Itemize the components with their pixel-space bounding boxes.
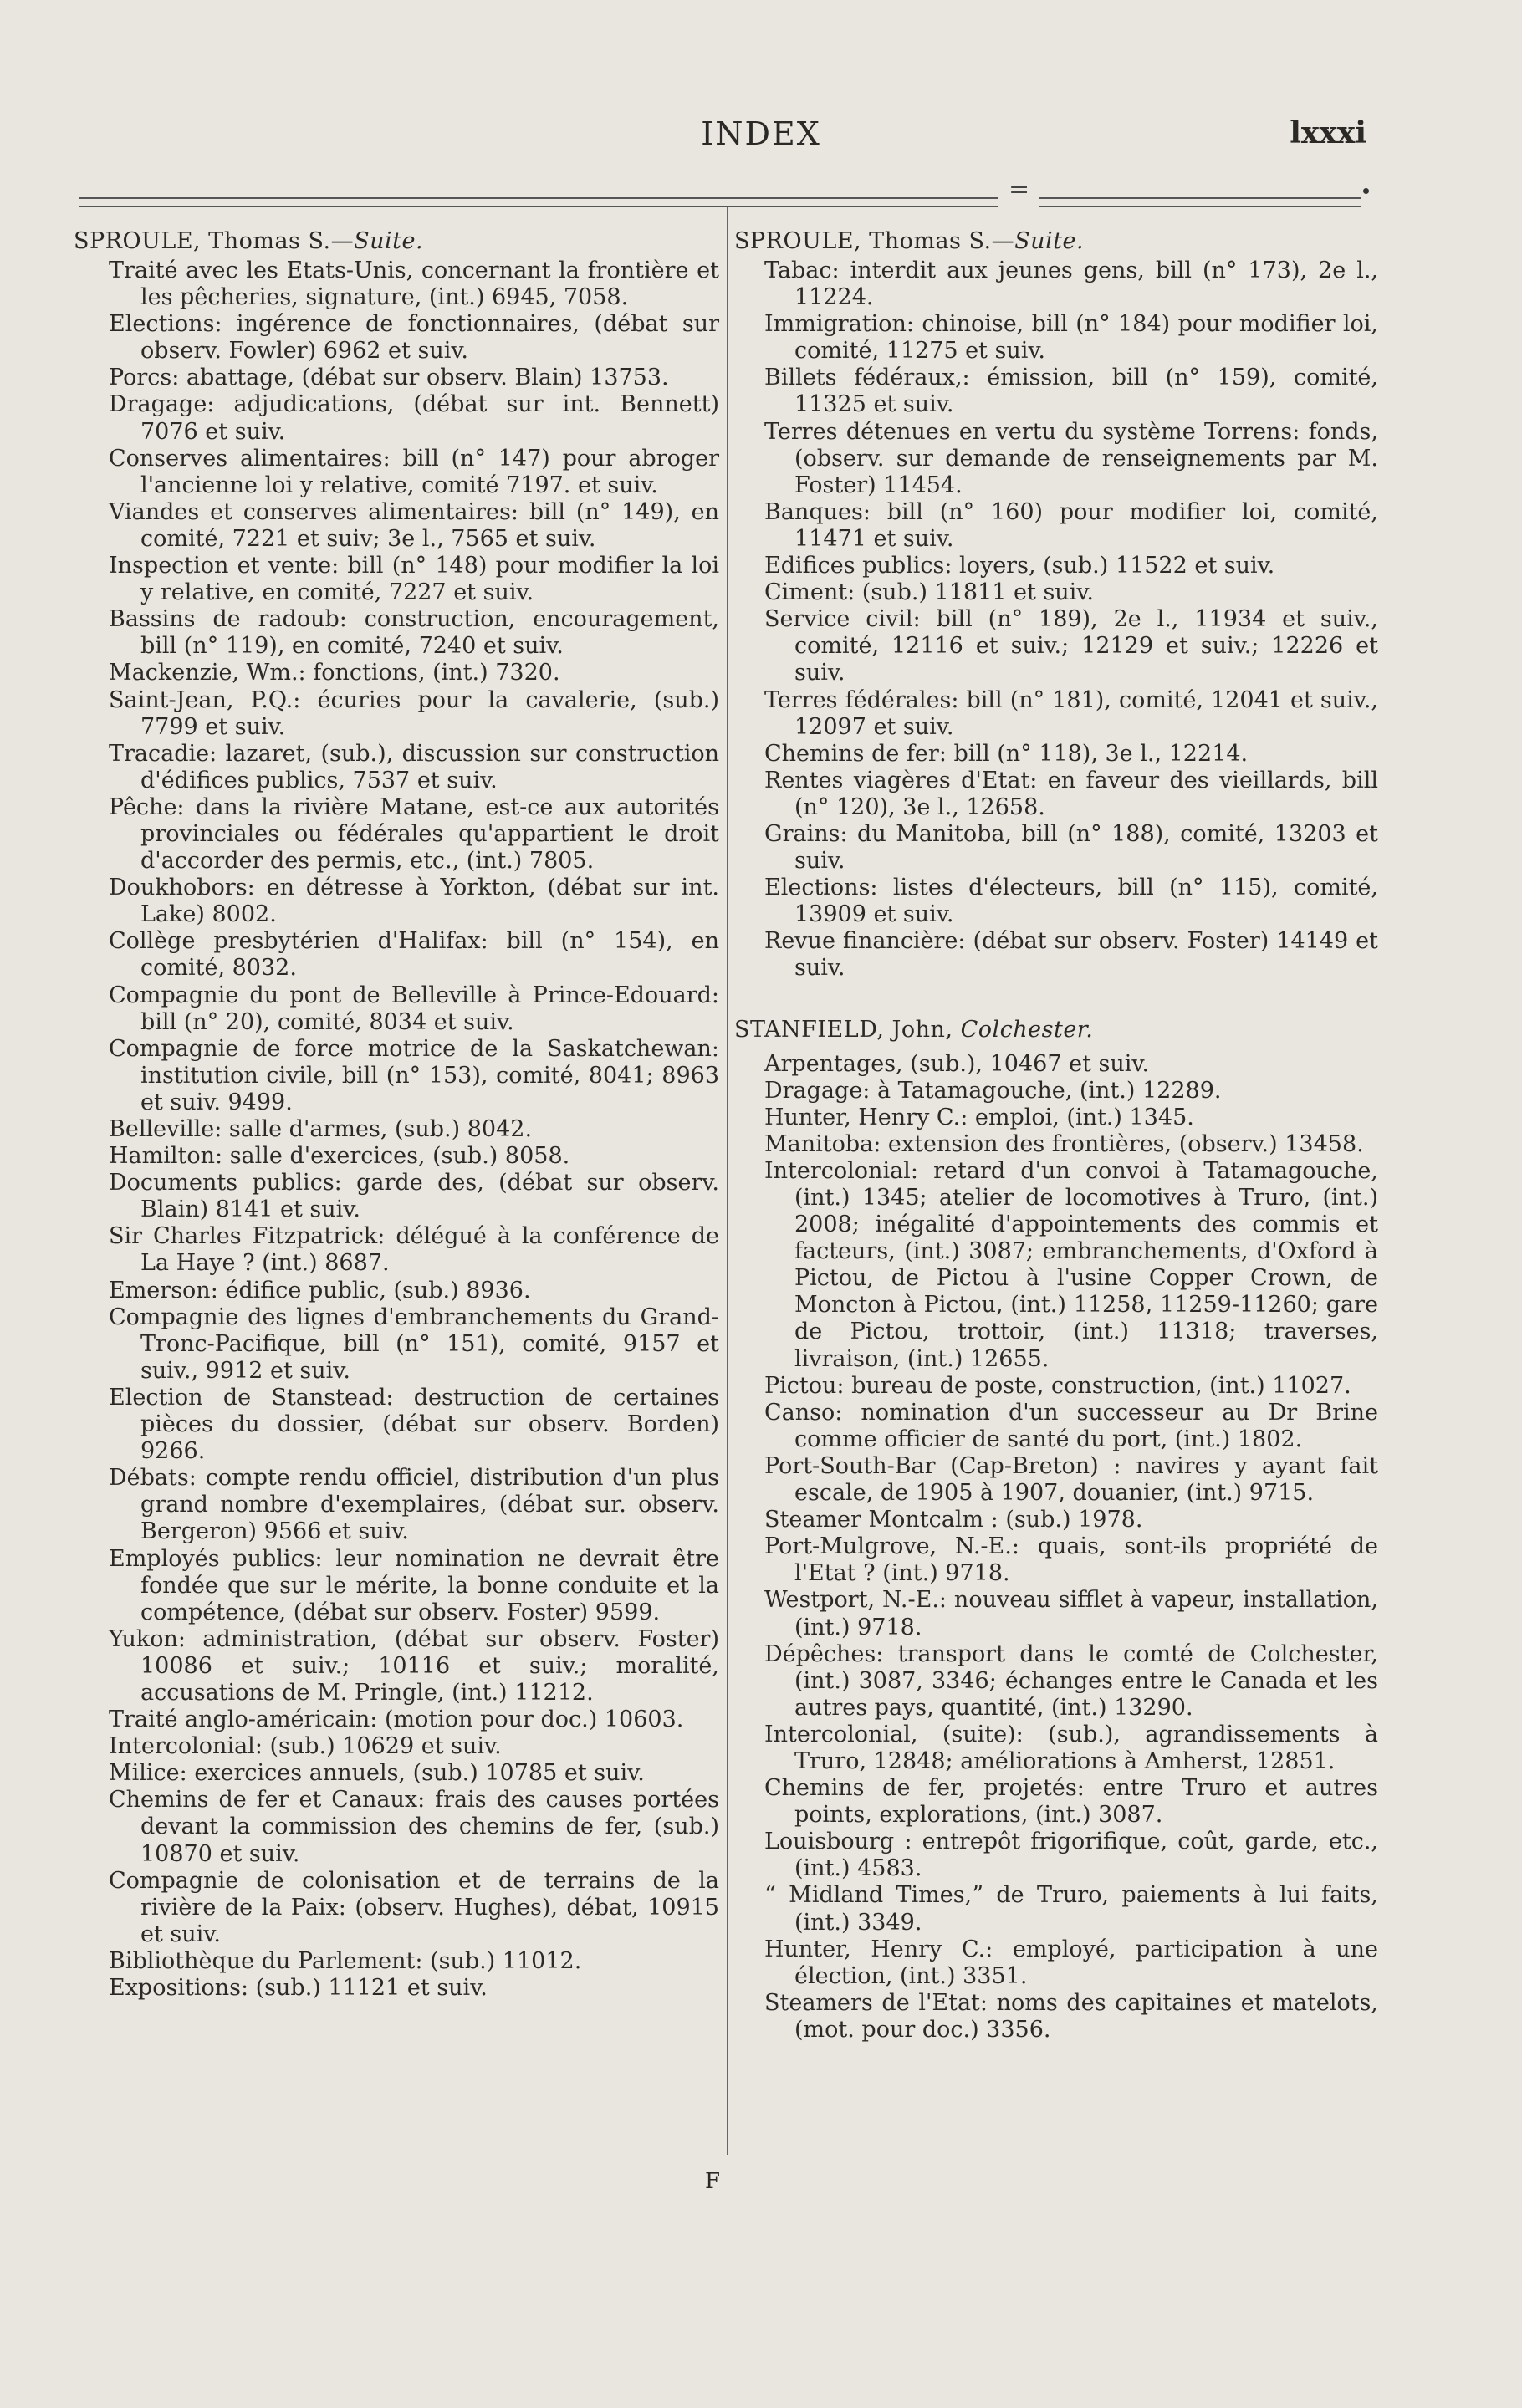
signature-mark: F	[705, 2169, 721, 2194]
index-entry: Pictou: bureau de poste, construction, (int.) 11027.	[764, 1372, 1351, 1399]
index-entry: Milice: exercices annuels, (sub.) 10785 et suiv.	[109, 1760, 645, 1787]
index-entry: Edifices publics: loyers, (sub.) 11522 et suiv.	[764, 553, 1275, 579]
index-entry: Employés publics: leur nomination ne devrait être fondée que sur le mérite, la bonne conduite et la compétence, (débat sur observ. Foster) 9599.	[109, 1545, 719, 1625]
index-entry: “ Midland Times,” de Truro, paiements à lui faits, (int.) 3349.	[764, 1882, 1378, 1936]
heading-sub: Suite.	[354, 228, 424, 254]
index-entry: Tracadie: lazaret, (sub.), discussion sur construction d'édifices publics, 7537 et suiv.	[109, 740, 719, 793]
index-entry: Mackenzie, Wm.: fonctions, (int.) 7320.	[109, 660, 560, 686]
index-entry: Hunter, Henry C.: emploi, (int.) 1345.	[764, 1104, 1194, 1130]
right-column	[734, 227, 1378, 2043]
index-entry: Elections: ingérence de fonctionnaires, (débat sur observ. Fowler) 6962 et suiv.	[109, 311, 719, 365]
header-rule-top-right	[1039, 197, 1361, 199]
heading-sub: Colchester.	[960, 1016, 1094, 1043]
left-column	[74, 227, 719, 2002]
index-entry: Elections: listes d'électeurs, bill (n° 115), comité, 13909 et suiv.	[764, 875, 1378, 928]
page-number: lxxxi	[1290, 115, 1366, 150]
index-entry: Débats: compte rendu officiel, distribution d'un plus grand nombre d'exemplaires, (débat sur. observ. Bergeron) 9566 et suiv.	[109, 1465, 719, 1545]
index-entry: Grains: du Manitoba, bill (n° 188), comité, 13203 et suiv.	[764, 820, 1378, 875]
index-entry: Dragage: adjudications, (débat sur int. Bennett) 7076 et suiv.	[109, 391, 719, 445]
index-entry: Emerson: édifice public, (sub.) 8936.	[109, 1277, 531, 1303]
index-entry: Traité avec les Etats-Unis, concernant la frontière et les pêcheries, signature, (int.) 6945, 7058.	[109, 258, 719, 311]
index-entry: Doukhobors: en détresse à Yorkton, (débat sur int. Lake) 8002.	[109, 875, 719, 928]
header-rule-bottom-left	[79, 206, 998, 207]
section-heading	[74, 227, 719, 256]
index-entry: Intercolonial: retard d'un convoi à Tatamagouche, (int.) 1345; atelier de locomotives à Truro, (int.) 2008; inégalité d'appointements des commis et facteurs, (int.) 3087; embranchements, d'Oxford à Pictou, de Pictou à l'usine Copper Crown, de Moncton à Pictou, (int.) 11258, 11259-11260; gare de Pictou, trottoir, (int.) 11318; traverses, livraison, (int.) 12655.	[764, 1157, 1378, 1372]
index-entry: Banques: bill (n° 160) pour modifier loi, comité, 11471 et suiv.	[764, 498, 1378, 552]
index-entry: Service civil: bill (n° 189), 2e l., 11934 et suiv., comité, 12116 et suiv.; 12129 et suiv.; 12226 et suiv.	[764, 606, 1378, 686]
index-entry: Election de Stanstead: destruction de certaines pièces du dossier, (débat sur observ. Borden) 9266.	[109, 1384, 719, 1465]
index-entry: Manitoba: extension des frontières, (observ.) 13458.	[764, 1130, 1364, 1157]
index-entry: Westport, N.-E.: nouveau sifflet à vapeur, installation, (int.) 9718.	[764, 1587, 1378, 1640]
index-entry: Louisbourg : entrepôt frigorifique, coût, garde, etc., (int.) 4583.	[764, 1829, 1378, 1882]
heading-sub: Suite.	[1014, 228, 1085, 254]
entry-list	[734, 258, 1378, 982]
index-entry: Hunter, Henry C.: employé, participation à une élection, (int.) 3351.	[764, 1936, 1378, 1989]
index-entry: Conserves alimentaires: bill (n° 147) pour abroger l'ancienne loi y relative, comité 7197. et suiv.	[109, 445, 719, 498]
index-entry: Dragage: à Tatamagouche, (int.) 12289.	[764, 1077, 1222, 1104]
section-heading	[734, 227, 1378, 256]
index-entry: Hamilton: salle d'exercices, (sub.) 8058.	[109, 1143, 570, 1170]
heading-name: SPROULE, Thomas S.—	[734, 228, 1015, 254]
index-entry: Port-Mulgrove, N.-E.: quais, sont-ils propriété de l'Etat ? (int.) 9718.	[764, 1533, 1378, 1587]
index-entry: Port-South-Bar (Cap-Breton) : navires y ayant fait escale, de 1905 à 1907, douanier, (int.) 9715.	[764, 1452, 1378, 1507]
index-entry: Canso: nomination d'un successeur au Dr Brine comme officier de santé du port, (int.) 1802.	[764, 1399, 1378, 1452]
entry-list	[734, 1051, 1378, 2043]
index-entry: Immigration: chinoise, bill (n° 184) pour modifier loi, comité, 11275 et suiv.	[764, 311, 1378, 365]
column-divider	[727, 207, 728, 2155]
ink-dot	[1363, 188, 1369, 194]
index-entry: Bibliothèque du Parlement: (sub.) 11012.	[109, 1947, 582, 1974]
index-entry: Expositions: (sub.) 11121 et suiv.	[109, 1975, 488, 2001]
index-entry: Rentes viagères d'Etat: en faveur des vieillards, bill (n° 120), 3e l., 12658.	[764, 767, 1378, 820]
section-heading	[734, 1016, 1378, 1044]
index-entry: Bassins de radoub: construction, encouragement, bill (n° 119), en comité, 7240 et suiv.	[109, 606, 719, 660]
page-title: INDEX	[701, 115, 821, 152]
index-entry: Terres fédérales: bill (n° 181), comité, 12041 et suiv., 12097 et suiv.	[764, 686, 1378, 740]
index-entry: Collège presbytérien d'Halifax: bill (n° 154), en comité, 8032.	[109, 928, 719, 982]
heading-name: SPROULE, Thomas S.—	[74, 228, 355, 254]
index-entry: Yukon: administration, (débat sur observ. Foster) 10086 et suiv.; 10116 et suiv.; moralité, accusations de M. Pringle, (int.) 11212.	[109, 1625, 719, 1706]
index-entry: Traité anglo-américain: (motion pour doc.) 10603.	[109, 1707, 684, 1733]
index-entry: Tabac: interdit aux jeunes gens, bill (n° 173), 2e l., 11224.	[764, 258, 1378, 311]
index-entry: Billets fédéraux,: émission, bill (n° 159), comité, 11325 et suiv.	[764, 365, 1378, 418]
index-entry: Intercolonial: (sub.) 10629 et suiv.	[109, 1733, 502, 1760]
index-entry: Saint-Jean, P.Q.: écuries pour la cavalerie, (sub.) 7799 et suiv.	[109, 686, 719, 740]
index-entry: Inspection et vente: bill (n° 148) pour modifier la loi y relative, en comité, 7227 et suiv.	[109, 553, 719, 606]
index-entry: Steamer Montcalm : (sub.) 1978.	[764, 1507, 1143, 1533]
index-entry: Arpentages, (sub.), 10467 et suiv.	[764, 1050, 1150, 1077]
index-entry: Viandes et conserves alimentaires: bill (n° 149), en comité, 7221 et suiv; 3e l., 7565 et suiv.	[109, 498, 719, 552]
index-entry: Compagnie des lignes d'embranchements du Grand-Tronc-Pacifique, bill (n° 151), comité, 9157 et suiv., 9912 et suiv.	[109, 1303, 719, 1384]
index-entry: Porcs: abattage, (débat sur observ. Blain) 13753.	[109, 365, 669, 391]
index-entry: Sir Charles Fitzpatrick: délégué à la conférence de La Haye ? (int.) 8687.	[109, 1223, 719, 1277]
index-entry: Chemins de fer et Canaux: frais des causes portées devant la commission des chemins de fer, (sub.) 10870 et suiv.	[109, 1787, 719, 1867]
header-rule-ornament: =	[1009, 175, 1030, 204]
index-entry: Chemins de fer, projetés: entre Truro et autres points, explorations, (int.) 3087.	[764, 1775, 1378, 1829]
index-entry: Steamers de l'Etat: noms des capitaines et matelots, (mot. pour doc.) 3356.	[764, 1989, 1378, 2043]
index-entry: Belleville: salle d'armes, (sub.) 8042.	[109, 1116, 533, 1142]
index-entry: Documents publics: garde des, (débat sur observ. Blain) 8141 et suiv.	[109, 1170, 719, 1223]
index-entry: Ciment: (sub.) 11811 et suiv.	[764, 579, 1094, 606]
index-entry: Terres détenues en vertu du système Torrens: fonds, (observ. sur demande de renseignements par M. Foster) 11454.	[764, 418, 1378, 498]
index-entry: Compagnie de force motrice de la Saskatchewan: institution civile, bill (n° 153), comité, 8041; 8963 et suiv. 9499.	[109, 1035, 719, 1115]
index-entry: Pêche: dans la rivière Matane, est-ce aux autorités provinciales ou fédérales qu'appartient le droit d'accorder des permis, etc., (int.) 7805.	[109, 793, 719, 875]
header-rule-bottom-right	[1039, 206, 1361, 207]
section-gap	[734, 982, 1378, 1016]
index-entry: Compagnie de colonisation et de terrains de la rivière de la Paix: (observ. Hughes), débat, 10915 et suiv.	[109, 1867, 719, 1947]
heading-name: STANFIELD, John,	[734, 1016, 961, 1043]
index-entry: Compagnie du pont de Belleville à Prince-Edouard: bill (n° 20), comité, 8034 et suiv.	[109, 982, 719, 1035]
index-entry: Chemins de fer: bill (n° 118), 3e l., 12214.	[764, 740, 1249, 767]
index-entry: Revue financière: (débat sur observ. Foster) 14149 et suiv.	[764, 928, 1378, 982]
header-rule-top-left	[79, 197, 998, 199]
index-entry: Intercolonial, (suite): (sub.), agrandissements à Truro, 12848; améliorations à Amherst, 12851.	[764, 1721, 1378, 1774]
index-entry: Dépêches: transport dans le comté de Colchester, (int.) 3087, 3346; échanges entre le Canada et les autres pays, quantité, (int.) 13290.	[764, 1640, 1378, 1721]
entry-list	[74, 258, 719, 2002]
